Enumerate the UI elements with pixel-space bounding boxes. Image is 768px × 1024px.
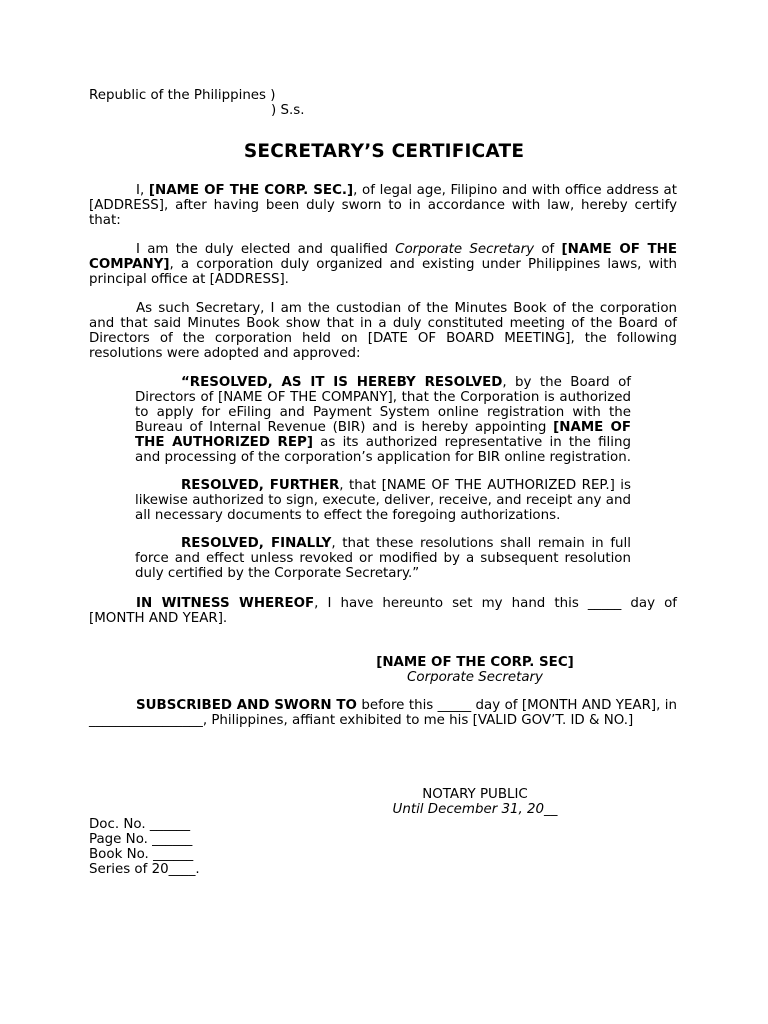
notary-block [370,787,580,817]
resolution-2: RESOLVED, FURTHER, that [NAME OF THE AUTHORIZED REP.] is likewise authorized to sign, execute, deliver, receive, and receipt any and all necessary documents to effect the foregoing authorizations. [135,478,632,523]
notary-commission: Until December 31, 20__ [392,802,558,817]
notary-title: NOTARY PUBLIC [422,787,528,802]
election-paragraph: I am the duly elected and qualified Corporate Secretary of [NAME OF THE COMPANY], a corporation duly organized and existing under Philippines laws, with principal office at [ADDRESS]. [89,242,677,287]
resolution-1: “RESOLVED, AS IT IS HEREBY RESOLVED, by the Board of Directors of [NAME OF THE COMPANY], that the Corporation is authorized to apply for eFiling and Payment System online registration with the Bureau of Internal Revenue (BIR) and is hereby appointing [NAME OF THE AUTHORIZED REP] as its authorized representative in the filing and processing of the corporation’s application for BIR online registration. [135,375,631,465]
page-no: Page No. ______ [89,832,193,847]
series: Series of 20____. [89,862,200,877]
venue-ss: ) S.s. [271,103,305,118]
book-no: Book No. ______ [89,847,194,862]
intro-paragraph: I, [NAME OF THE CORP. SEC.], of legal age, Filipino and with office address at [ADDRESS], after having been duly sworn to in accordance with law, hereby certify that: [89,183,677,228]
company-name: [NAME OF THE COMPANY] [89,242,677,272]
custodian-paragraph: As such Secretary, I am the custodian of the Minutes Book of the corporation and that said Minutes Book show that in a duly constituted meeting of the Board of Directors of the corporation held on [DATE OF BOARD MEETING], the following resolutions were adopted and approved: [89,301,677,361]
signatory-title: Corporate Secretary [407,670,543,685]
corp-sec-name: [NAME OF THE CORP. SEC.] [148,183,354,198]
venue-jurisdiction: Republic of the Philippines ) [89,88,276,103]
docket-block [89,817,200,877]
authorized-rep: [NAME OF THE AUTHORIZED REP] [135,420,631,450]
document-title: SECRETARY’S CERTIFICATE [243,141,525,162]
signatory-name: [NAME OF THE CORP. SEC] [376,655,574,670]
role-text: Corporate Secretary [395,242,535,257]
resolution-3: RESOLVED, FINALLY, that these resolutions shall remain in full force and effect unless revoked or modified by a subsequent resolution duly certified by the Corporate Secretary.” [135,536,631,581]
signature-block [340,655,610,685]
doc-no: Doc. No. ______ [89,817,191,832]
witness-paragraph: IN WITNESS WHEREOF, I have hereunto set my hand this _____ day of [MONTH AND YEAR]. [89,596,677,626]
jurat-paragraph: SUBSCRIBED AND SWORN TO before this _____ day of [MONTH AND YEAR], in _________________, Philippines, affiant exhibited to me his [VALID GOV’T. ID & NO.] [89,698,677,728]
